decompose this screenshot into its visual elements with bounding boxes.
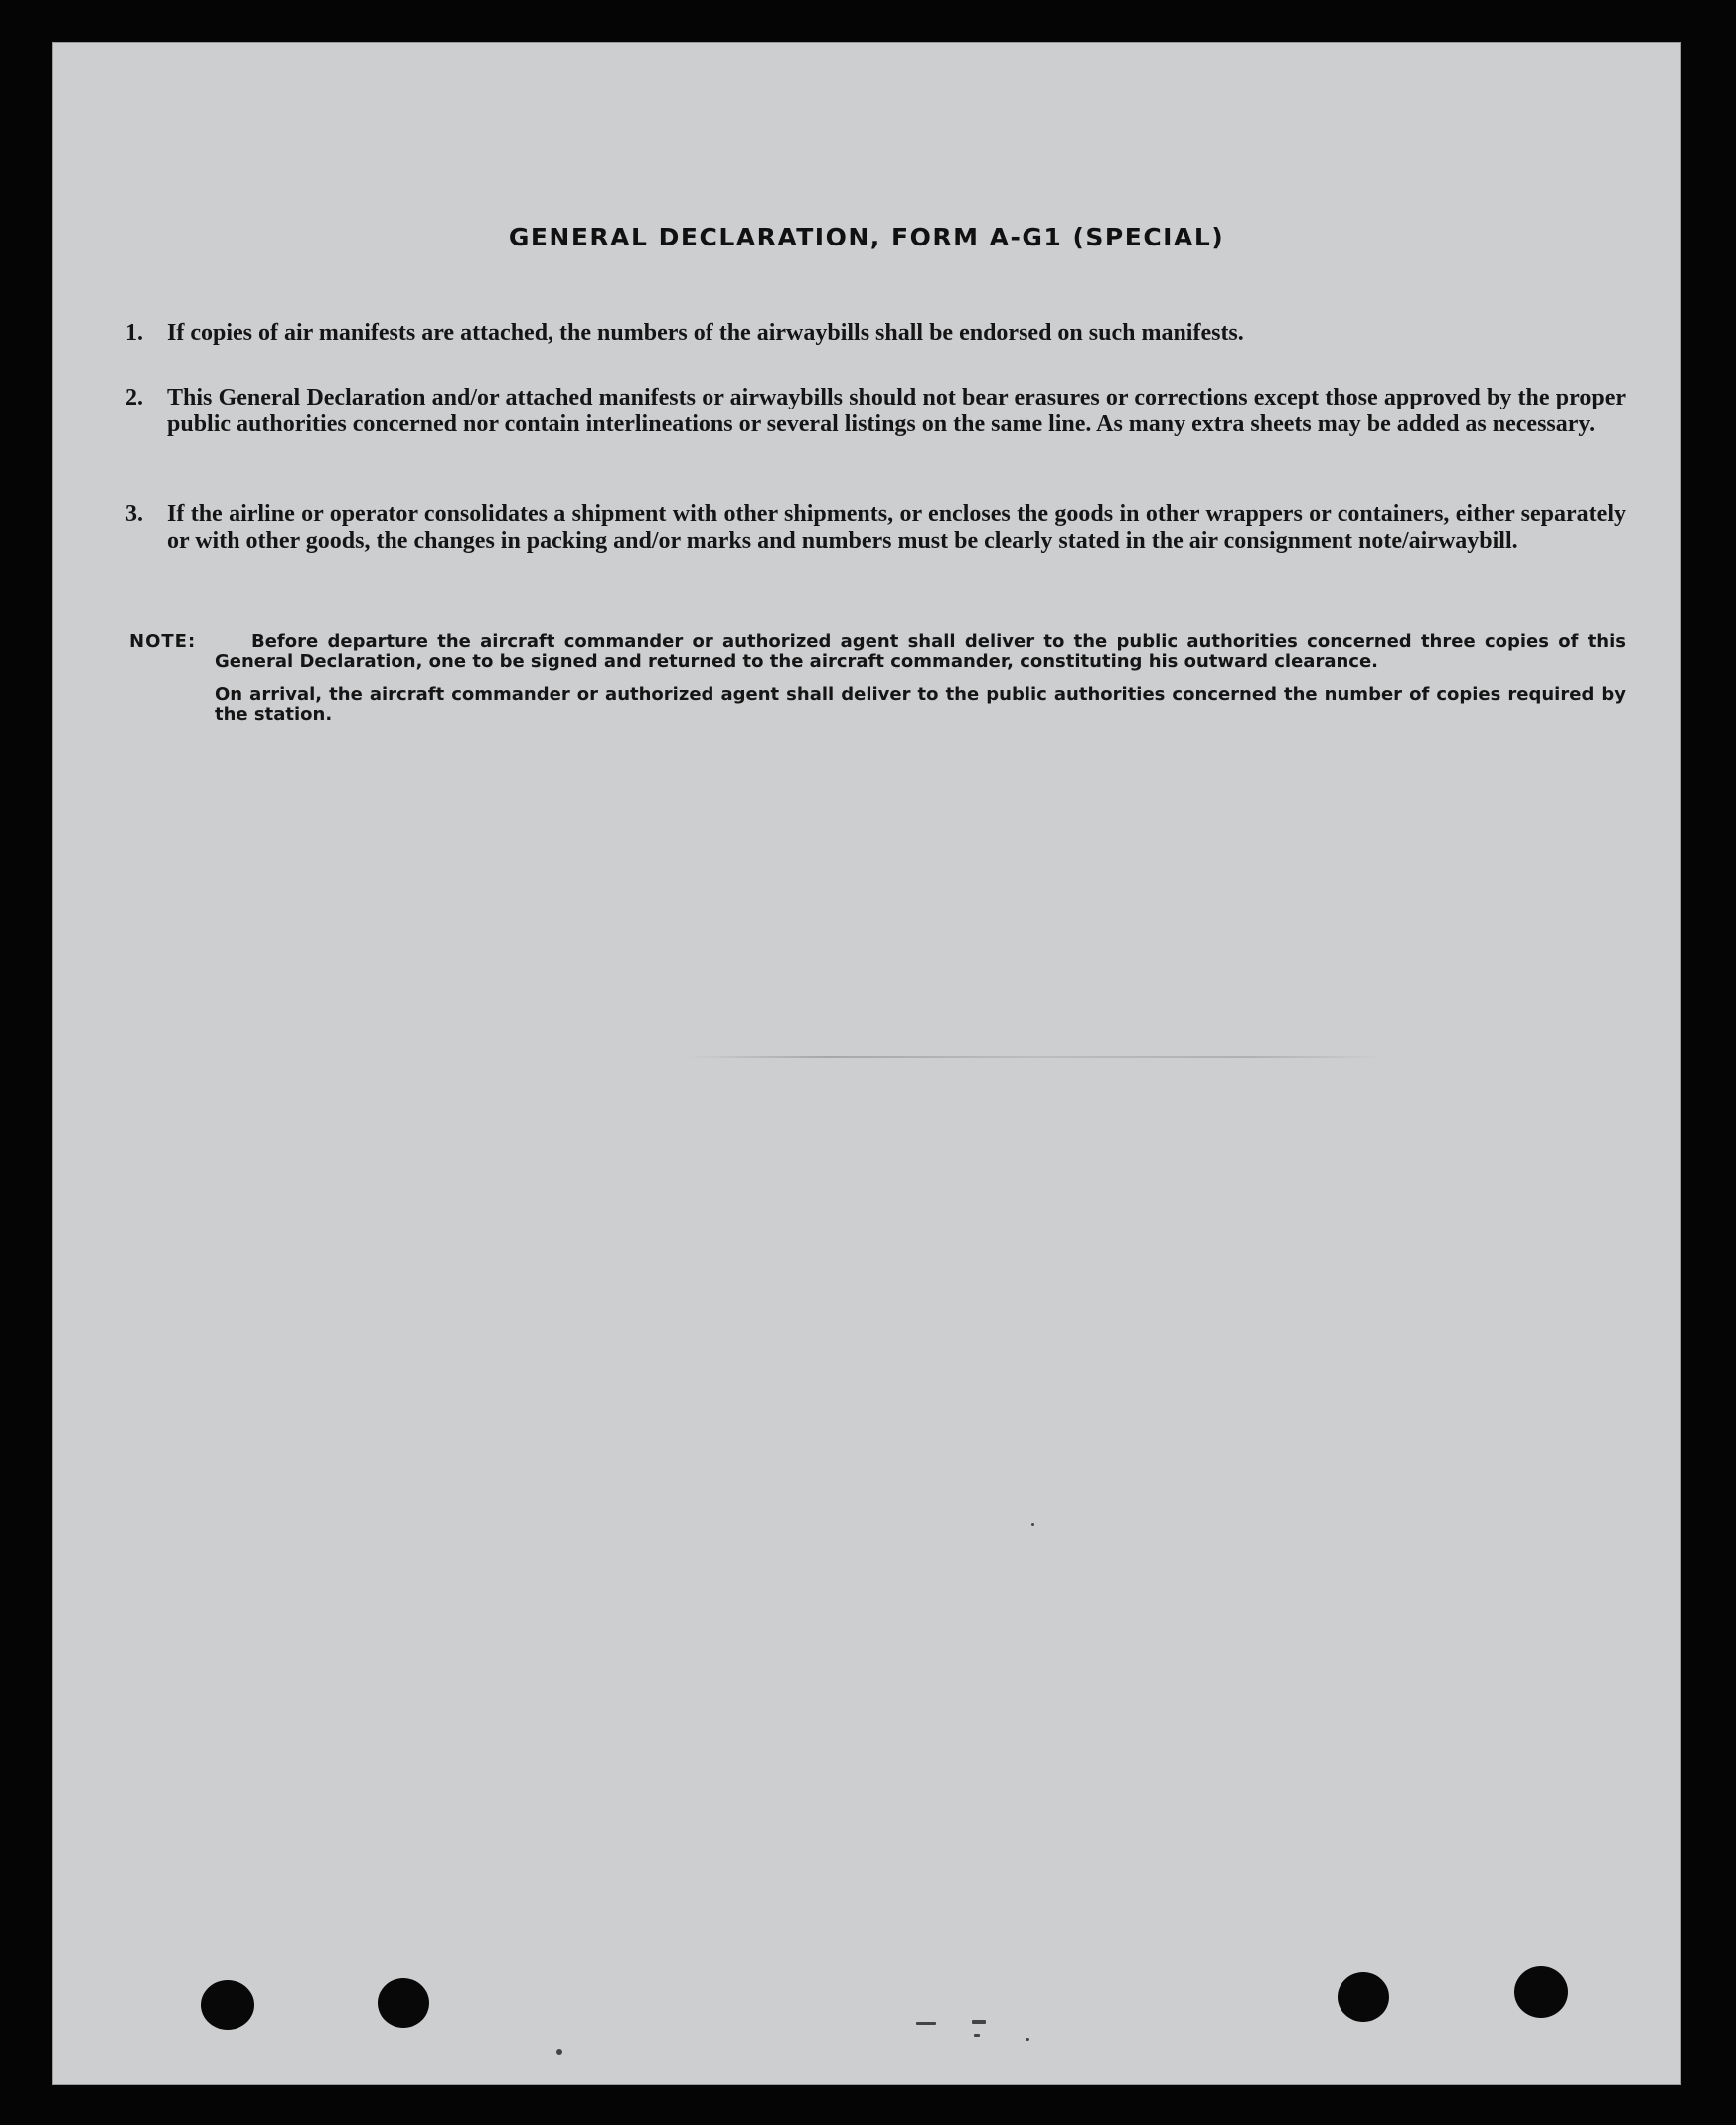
punch-hole <box>1338 1972 1389 2022</box>
fold-crease <box>688 1056 1383 1058</box>
scan-speck <box>974 2034 980 2037</box>
punch-hole <box>201 1980 254 2030</box>
item-text: This General Declaration and/or attached manifests or airwaybills should not bear erasures or corrections except those approved by the proper public authorities concerned nor contain interlineations or several listings on the same line. As many extra sheets may be added as necessary. <box>167 385 1626 437</box>
item-number: 3. <box>125 501 143 527</box>
note-block <box>129 632 1679 725</box>
scan-speck <box>1026 2038 1029 2041</box>
scan-speck <box>972 2020 986 2024</box>
note-paragraph-departure: Before departure the aircraft commander or authorized agent shall deliver to the public authorities concerned three copies of this General Declaration, one to be signed and returned to the aircraft commander, constituting his outward clearance. <box>215 631 1626 672</box>
note-label: NOTE: <box>129 631 197 652</box>
scan-speck <box>1031 1523 1034 1526</box>
instruction-item-3 <box>125 501 1681 555</box>
instruction-item-1 <box>125 320 1681 347</box>
punch-hole <box>378 1978 429 2028</box>
note-paragraph-arrival: On arrival, the aircraft commander or authorized agent shall deliver to the public authorities concerned the number of copies required by the station. <box>215 684 1626 725</box>
punch-hole <box>1514 1966 1568 2018</box>
item-text: If copies of air manifests are attached, the numbers of the airwaybills shall be endorsed on such manifests. <box>167 320 1244 346</box>
item-text: If the airline or operator consolidates a shipment with other shipments, or encloses the goods in other wrappers or containers, either separately or with other goods, the changes in packing and/or marks and numbers must be clearly stated in the air consignment note/airwaybill. <box>167 501 1626 554</box>
form-title: GENERAL DECLARATION, FORM A-G1 (SPECIAL) <box>508 223 1225 251</box>
scan-speck <box>916 2022 936 2025</box>
scan-speck <box>556 2049 562 2055</box>
item-number: 1. <box>125 320 143 346</box>
item-number: 2. <box>125 385 143 410</box>
instruction-item-2 <box>125 385 1681 438</box>
document-page <box>52 42 1681 2085</box>
